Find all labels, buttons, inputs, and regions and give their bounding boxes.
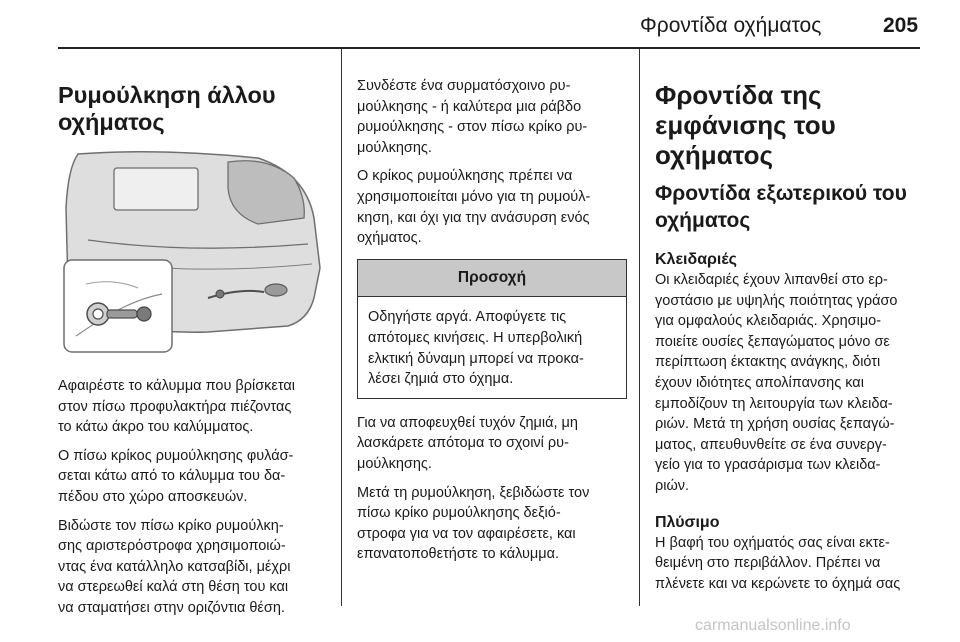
paragraph-locks: Οι κλειδαριές έχουν λιπανθεί στο ερ- γοστάσιο με υψηλής ποιότητας γράσο για ομφαλούς κλειδαριάς. Χρησιμο- ποιείτε ουσίες ξεπαγώματος μόνο σε περίπτωση έκτακτης ανάγκης, διότι έχουν ιδιότητες απολίπανσης και εμποδίζουν τη λειτουργία των κλειδα- ριών. Μετά τη χρήση ουσίας ξεπαγώ- ματος, απευθυνθείτε σε ένα συνεργ- γείο για το γρασάρισμα των κλειδα- ριών. <box>655 272 898 494</box>
column-divider-2 <box>639 49 640 606</box>
column-2 <box>357 76 627 573</box>
column-3 <box>655 80 923 602</box>
section-title-appearance-care: Φροντίδα της εμφάνισης του οχήματος <box>655 80 836 170</box>
paragraph: Για να αποφευχθεί τυχόν ζημιά, μη λασκάρετε απότομα το σχοινί ρυ- μούλκησης. <box>357 414 578 472</box>
title-line: Ρυμούλκηση άλλου <box>58 82 276 108</box>
watermark-text: carmanualsonline.info <box>695 617 851 634</box>
towing-eye-illustration <box>58 148 322 358</box>
paragraph: Αφαιρέστε το κάλυμμα που βρίσκεται στον πίσω προφυλακτήρα πιέζοντας το κάτω άκρο του καλύμματος. <box>58 378 296 436</box>
column-divider-1 <box>341 49 342 606</box>
paragraph: Βιδώστε τον πίσω κρίκο ρυμούλκη- σης αριστερόστροφα χρησιμοποιώ- ντας ένα κατάλληλο κατσαβίδι, μέχρι να στερεωθεί καλά στη θέση του και να σταματήσει στην οριζόντια θέση. <box>58 517 291 616</box>
paragraph: Μετά τη ρυμούλκηση, ξεβιδώστε τον πίσω κρίκο ρυμούλκησης δεξιό- στροφα για να τον αφαιρέσετε, και επανατοποθετήστε το κάλυμμα. <box>357 484 590 563</box>
paragraph: Ο κρίκος ρυμούλκησης πρέπει να χρησιμοποιείται μόνο για τη ρυμούλ- κηση, και όχι για την ανάσυρση ενός οχήματος. <box>357 168 591 247</box>
page-number: 205 <box>883 14 919 37</box>
section-title-towing <box>58 82 330 136</box>
paragraph: Συνδέστε ένα συρματόσχοινο ρυ- μούλκησης - ή καλύτερα μια ράβδο ρυμούλκησης - στον πίσω κρίκο ρυ- μούλκησης. <box>357 78 588 156</box>
caution-notice <box>357 259 627 399</box>
column-1 <box>58 60 330 627</box>
page-header-title: Φροντίδα οχήματος <box>640 14 822 37</box>
subsection-title-exterior-care: Φροντίδα εξωτερικού του οχήματος <box>655 182 907 232</box>
header-rule <box>58 47 920 49</box>
heading-locks: Κλειδαριές <box>655 251 737 268</box>
title-line: οχήματος <box>58 109 165 135</box>
paragraph-washing: Η βαφή του οχήματός σας είναι εκτε- θειμένη στο περιβάλλον. Πρέπει να πλένετε και να κερώνετε το όχημά σας <box>655 534 901 592</box>
caution-body: Οδηγήστε αργά. Αποφύγετε τις απότομες κινήσεις. Η υπερβολική ελκτική δύναμη μπορεί να προκα- λέσει ζημιά στο όχημα. <box>368 309 584 388</box>
caution-heading: Προσοχή <box>358 260 626 298</box>
heading-washing: Πλύσιμο <box>655 513 720 531</box>
paragraph: Ο πίσω κρίκος ρυμούλκησης φυλάσ- σεται κάτω από το κάλυμμα του δα- πέδου στο χώρο αποσκευών. <box>58 447 294 505</box>
